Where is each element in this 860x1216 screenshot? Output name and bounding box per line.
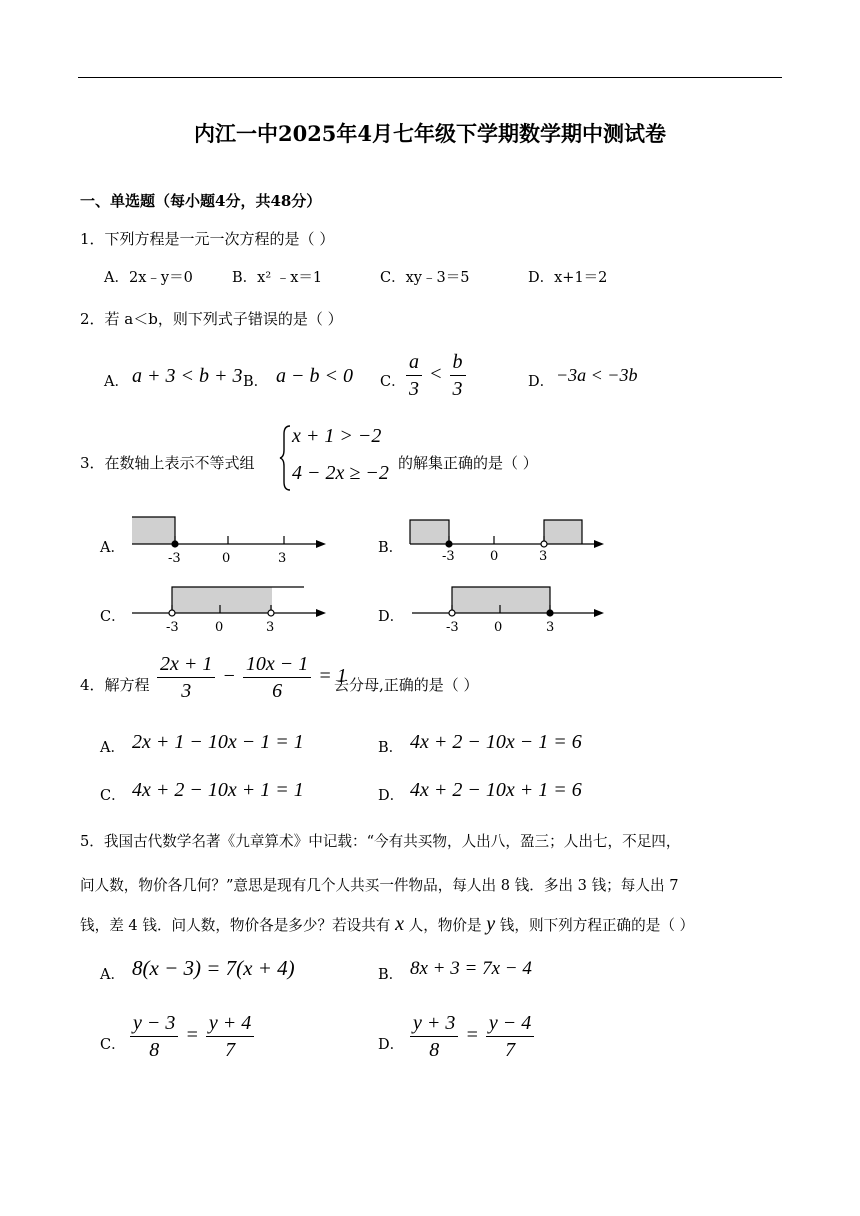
q4-num2: 10x − 1 <box>243 652 311 678</box>
q5-c-eq: = <box>185 1024 199 1047</box>
q1-option-d[interactable]: D．x+1＝2 <box>528 270 608 286</box>
q3-c-tick-0: 0 <box>215 620 224 635</box>
q3-option-a-label[interactable]: A． <box>100 540 125 556</box>
q5-c-den1: 8 <box>149 1039 160 1061</box>
q1-option-c[interactable]: C．xy﹣3＝5 <box>380 270 470 286</box>
q4-option-c-expr: 4x + 2 − 10x + 1 = 1 <box>132 779 304 801</box>
q5-d-num2: y − 4 <box>486 1011 534 1037</box>
q3-c-tick-3: 3 <box>266 620 275 635</box>
q3-a-tick-0: 0 <box>222 551 231 566</box>
q4-equation <box>155 652 347 703</box>
q2-option-a-label[interactable]: A． <box>104 374 129 390</box>
q5-option-b-label[interactable]: B． <box>378 967 404 983</box>
q5-c-num2: y + 4 <box>206 1011 254 1037</box>
q5-d-den1: 8 <box>429 1039 440 1061</box>
section-heading: 一、单选题（每小题4分，共48分） <box>80 192 322 210</box>
q4-den1: 3 <box>181 680 192 702</box>
q3-b-tick-3: 3 <box>539 549 548 564</box>
q3-stem-post: 的解集正确的是（ ） <box>398 454 538 472</box>
q3-d-fill <box>452 587 550 613</box>
q4-den2: 6 <box>272 680 283 702</box>
q4-option-c-label[interactable]: C． <box>100 788 126 804</box>
page-title: 内江一中2025年4月七年级下学期数学期中测试卷 <box>193 121 667 146</box>
q4-stem-pre: 4．解方程 <box>80 676 150 694</box>
q2-c-den1: 3 <box>409 378 419 400</box>
q1-option-a[interactable]: A．2x﹣y＝0 <box>104 270 193 286</box>
q5-var-x: x <box>395 913 404 935</box>
q5-d-num1: y + 3 <box>410 1011 458 1037</box>
q4-option-a-expr: 2x + 1 − 10x − 1 = 1 <box>132 731 304 753</box>
q3-d-tick-0: 0 <box>494 620 503 635</box>
q2-stem: 2．若 a＜b，则下列式子错误的是（ ） <box>80 310 343 328</box>
q1-stem: 1．下列方程是一元一次方程的是（ ） <box>80 230 335 248</box>
q4-option-b-label[interactable]: B． <box>378 740 404 756</box>
q3-d-tick-neg3: -3 <box>446 620 459 635</box>
q2-c-num1: a <box>406 350 422 376</box>
q4-option-d-label[interactable]: D． <box>378 788 405 804</box>
q3-system-line2: 4 − 2x ≥ −2 <box>292 462 389 484</box>
q3-b-tick-0: 0 <box>490 549 499 564</box>
q5-line-3-b: 人，物价是 <box>408 917 482 934</box>
q3-d-dot-neg3 <box>449 610 455 616</box>
q2-option-d-expr: −3a < −3b <box>556 365 638 385</box>
q5-option-c-expr <box>128 1011 256 1062</box>
q5-var-y: y <box>486 913 496 935</box>
q4-option-b-expr: 4x + 2 − 10x − 1 = 6 <box>410 731 582 753</box>
q3-b-tick-neg3: -3 <box>442 549 455 564</box>
q3-a-tick-neg3: -3 <box>168 551 181 566</box>
q3-system-line1: x + 1 > −2 <box>292 425 382 447</box>
q4-option-d-expr: 4x + 2 − 10x + 1 = 6 <box>410 779 582 801</box>
q4-op: − <box>222 665 236 688</box>
q3-d-tick-3: 3 <box>546 620 555 635</box>
q5-option-b-expr: 8x + 3 = 7x − 4 <box>410 958 532 979</box>
q2-option-d-label[interactable]: D． <box>528 374 555 390</box>
q2-c-num2: b <box>450 350 466 376</box>
q5-option-c-label[interactable]: C． <box>100 1037 126 1053</box>
q5-option-a-expr: 8(x − 3) = 7(x + 4) <box>132 956 295 980</box>
q3-d-dot-3 <box>547 610 553 616</box>
q5-option-a-label[interactable]: A． <box>100 967 125 983</box>
q5-line-3-a: 钱，差 4 钱．问人数，物价各是多少？若设共有 <box>80 917 391 934</box>
q3-option-b-label[interactable]: B． <box>378 540 404 556</box>
q5-line-3-c: 钱，则下列方程正确的是（ ） <box>499 917 695 934</box>
q3-a-tick-3: 3 <box>278 551 287 566</box>
q2-c-op: < <box>429 363 443 386</box>
q3-c-tick-neg3: -3 <box>166 620 179 635</box>
q5-line-2: 问人数，物价各几何？”意思是现有几个人共买一件物品，每人出 8 钱．多出 3 钱；每人出 7 <box>80 877 679 894</box>
q3-stem-pre: 3．在数轴上表示不等式组 <box>80 454 255 472</box>
q3-option-c-label[interactable]: C． <box>100 609 126 625</box>
q5-option-d-expr <box>408 1011 536 1062</box>
q3-option-d-label[interactable]: D． <box>378 609 405 625</box>
q1-option-b[interactable]: B．x² ﹣x＝1 <box>232 270 323 286</box>
q2-option-a-expr: a + 3 < b + 3 <box>132 365 243 387</box>
q4-num1: 2x + 1 <box>157 652 215 678</box>
q5-d-eq: = <box>465 1024 479 1047</box>
q5-option-d-label[interactable]: D． <box>378 1037 405 1053</box>
q3-d-arrow <box>594 609 604 617</box>
q4-stem-post: 去分母,正确的是（ ） <box>334 676 479 694</box>
q4-rhs: = 1 <box>318 665 347 688</box>
q2-option-b-label[interactable]: B． <box>243 374 269 390</box>
q5-line-3 <box>80 913 694 936</box>
q2-c-den2: 3 <box>452 378 463 400</box>
q2-option-c-label[interactable]: C． <box>380 374 406 390</box>
q5-c-den2: 7 <box>225 1039 236 1061</box>
q4-option-a-label[interactable]: A． <box>100 740 125 756</box>
q5-c-num1: y − 3 <box>130 1011 178 1037</box>
q5-d-den2: 7 <box>505 1039 516 1061</box>
q2-option-b-expr: a − b < 0 <box>276 365 353 387</box>
q5-line-1: 5．我国古代数学名著《九章算术》中记载：“今有共买物，人出八，盈三；人出七，不足四， <box>80 833 681 850</box>
